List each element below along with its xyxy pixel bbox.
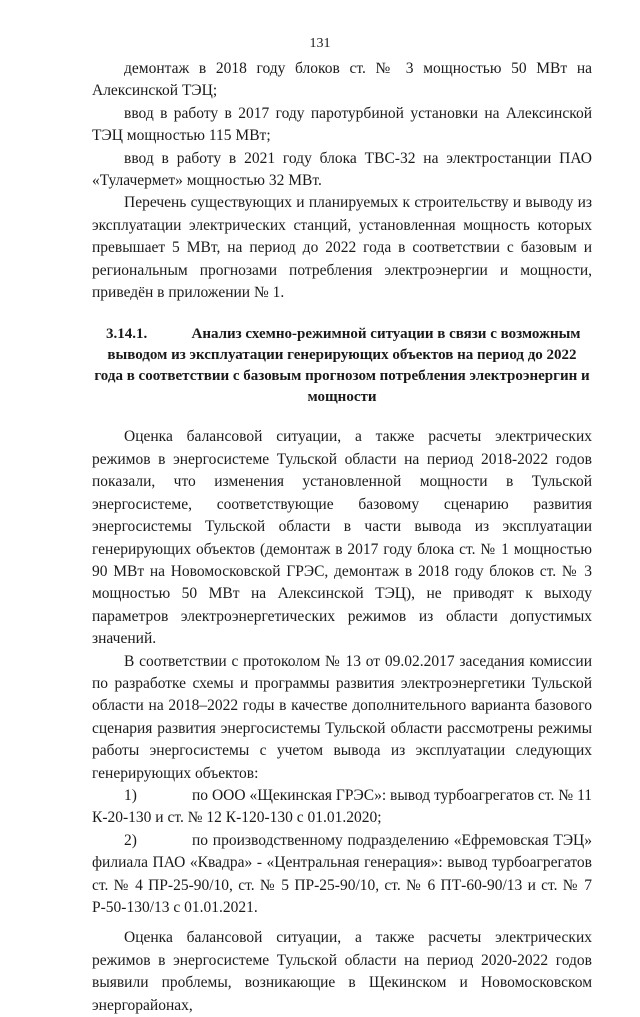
body-paragraph-balance-assessment: Оценка балансовой ситуации, а также расчеты электрических режимов в энергосистеме Тульской области на период 2018-2022 годов показали, что изменения установленной мощности в Тульской энергосистеме, соответствующие базовому сценарию развития энергосистемы Тульской области в части вывода из эксплуатации генерирующих объектов (демонтаж в 2017 году блока ст. № 1 мощностью 90 МВт на Новомосковской ГРЭС, демонтаж в 2018 году блоков ст. № 3 мощностью 50 МВт на Алексинской ТЭЦ), не приводят к выходу параметров электроэнергетических режимов из области допустимых значений. (92, 428, 592, 648)
page-number: 131 (309, 36, 331, 51)
list-item-shchekino (92, 785, 592, 830)
intro-paragraph-steam-turbine-aleksin: ввод в работу в 2017 году паротурбиной установки на Алексинской ТЭЦ мощностью 115 МВт; (92, 104, 592, 145)
list-item-number: 1) (124, 786, 137, 804)
section-title-line-1: Анализ схемно-режимной ситуации в связи с возможным (191, 326, 581, 343)
intro-paragraph-tvs32-tulachermet: ввод в работу в 2021 году блока ТВС-32 на электростанции ПАО «Тулачермет» мощностью 32 МВт. (92, 149, 592, 190)
section-title-rest: выводом из эксплуатации генерирующих объектов на период до 2022 года в соответствии с базовым прогнозом потребления электроэнергин и мощности (94, 347, 590, 406)
section-number: 3.14.1. (106, 326, 148, 343)
body-paragraph-protocol: В соответствии с протоколом № 13 от 09.02.2017 заседания комиссии по разработке схемы и программы развития электроэнергетики Тульской области на 2018–2022 годы в качестве дополнительного варианта базового сценария развития энергосистемы Тульской области рассмотрены режимы работы энергосистемы с учетом вывода из эксплуатации следующих генерирующих объектов: (92, 652, 592, 782)
list-item-text: по ООО «Щекинская ГРЭС»: вывод турбоагрегатов ст. № 11 К-20-130 и ст. № 12 К-120-130 с 01.01.2020; (92, 786, 592, 827)
intro-paragraph-dismantling-aleksin: демонтаж в 2018 году блоков ст. № 3 мощностью 50 МВт на Алексинской ТЭЦ; (92, 60, 592, 100)
list-item-number: 2) (124, 831, 137, 849)
section-heading (92, 324, 592, 408)
list-item-efremov (92, 830, 592, 920)
intro-paragraph-stations-list: Перечень существующих и планируемых к строительству и выводу из эксплуатации электрических станций, установленная мощность которых превышает 5 МВт, на период до 2022 года в соответствии с базовым и региональным прогнозами потребления электроэнергии и мощности, приведён в приложении № 1. (92, 194, 592, 302)
closing-paragraph: Оценка балансовой ситуации, а также расчеты электрических режимов в энергосистеме Тульской области на период 2020-2022 годов выявили проблемы, возникающие в Щекинском и Новомосковском энергорайонах, (92, 929, 592, 1014)
list-item-text: по производственному подразделению «Ефремовская ТЭЦ» филиала ПАО «Квадра» - «Центральная генерация»: вывод турбоагрегатов ст. № 4 ПР-25-90/10, ст. № 5 ПР-25-90/10, ст. № 6 ПТ-60-90/13 и ст. № 7 Р-50-130/13 с 01.01.2021. (92, 831, 592, 916)
document-body (92, 58, 592, 1017)
